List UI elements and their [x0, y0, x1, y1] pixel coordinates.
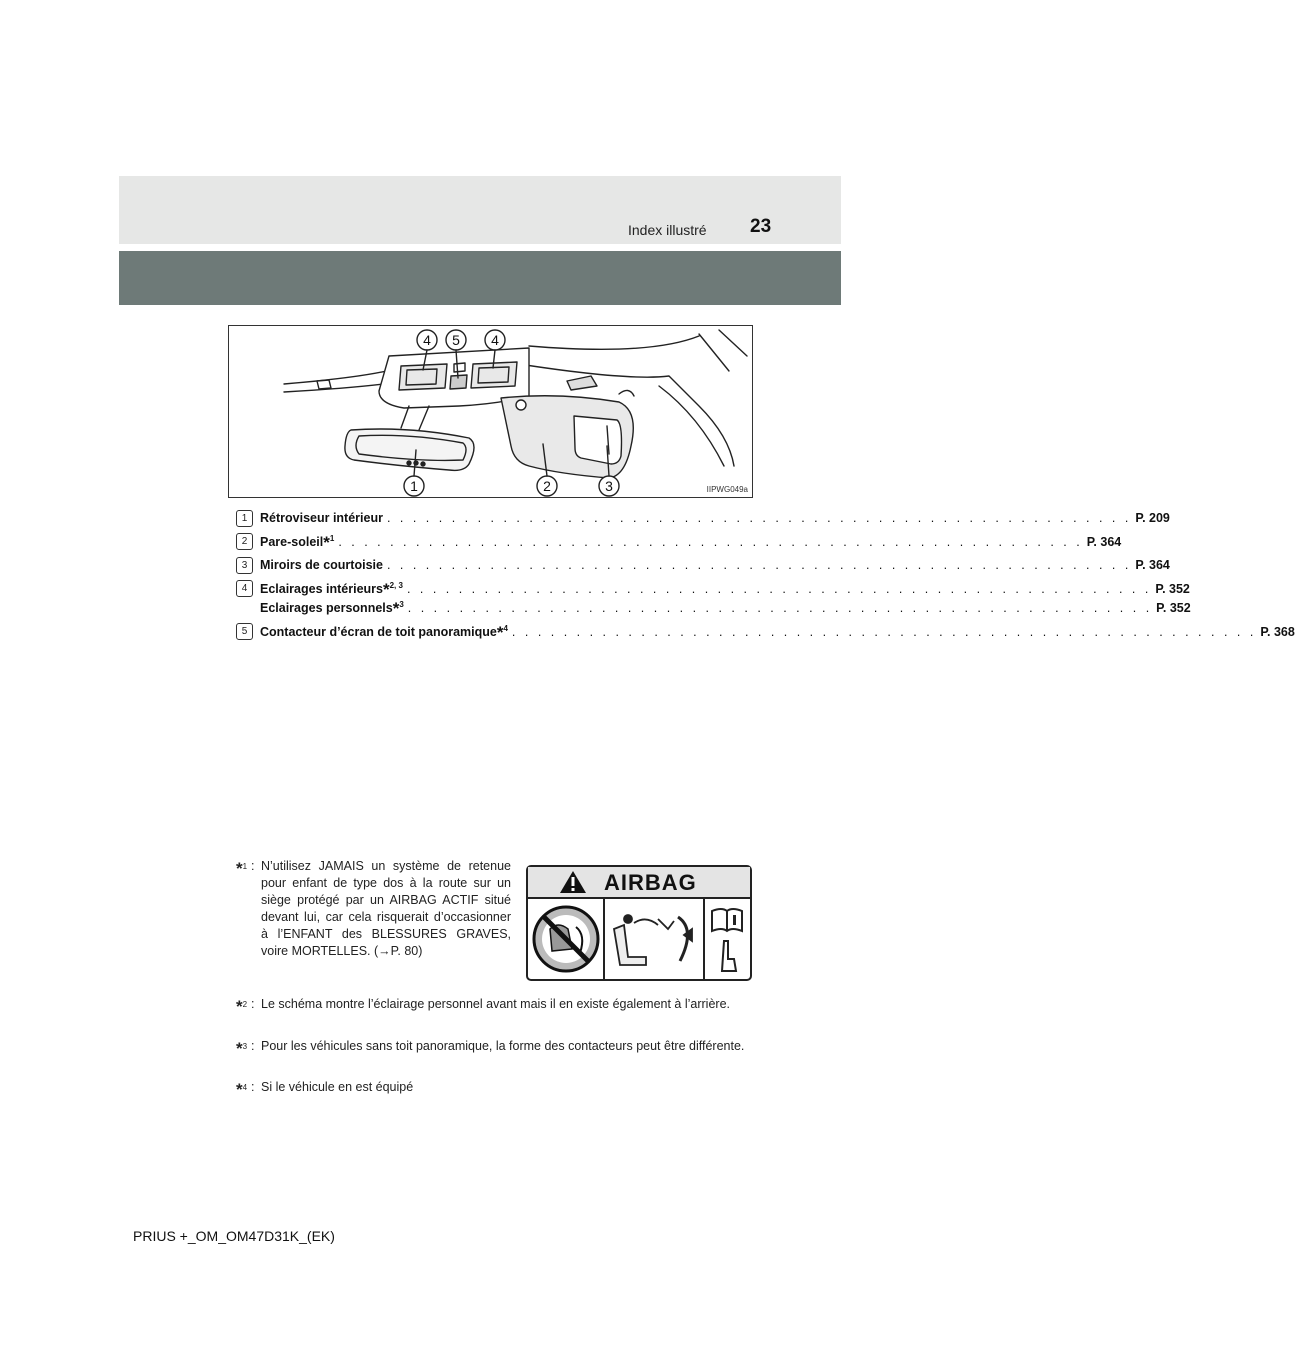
callout-3: 3: [605, 478, 613, 494]
leader-dots: . . . . . . . . . . . . . . . . . . . . . . . . . . . . . . . . . . . . . . . . . . . . . . . . . . . . . . . . . .: [511, 625, 1257, 640]
airbag-pictograms: [528, 899, 750, 979]
document-footer: PRIUS +_OM_OM47D31K_(EK): [133, 1228, 335, 1244]
airbag-label-header: [528, 867, 750, 899]
item-number: 4: [236, 580, 253, 597]
index-item-vanity-mirrors[interactable]: [236, 556, 1170, 576]
footnote-mark: *$^2$: [236, 997, 248, 1017]
header-dark-band: [119, 251, 841, 305]
footnote-1: *$^1$ : N’utilisez JAMAIS un système de retenue pour enfant de type dos à la route sur un siège protégé par un AIRBAG ACTIF situé devant lui, car cela risquerait d’occasionner à l’ENFANT des BLESSURES GRAVES, voire MORTELLES. (→P. 80): [236, 859, 511, 958]
no-rear-facing-seat-icon: [534, 907, 598, 971]
manual-book-icon: [712, 909, 742, 971]
item-label: Eclairages personnels*$^3$: [260, 599, 404, 619]
footnote-3: *$^3$ : Pour les véhicules sans toit panoramique, la forme des contacteurs peut être différente.: [236, 1038, 756, 1078]
footnote-star: *: [392, 599, 400, 619]
callout-5: 5: [452, 332, 460, 348]
item-page-ref[interactable]: P. 364: [1086, 535, 1122, 550]
index-item-interior-lights[interactable]: [236, 579, 1190, 600]
callout-4-left: 4: [423, 332, 431, 348]
footnote-star: *: [496, 623, 504, 643]
footnote-ref: 3: [399, 600, 404, 609]
item-label: Contacteur d’écran de toit panoramique*$^4$: [260, 623, 508, 643]
airbag-warning-label: [526, 865, 752, 981]
item-page-ref[interactable]: P. 352: [1155, 582, 1190, 597]
footnote-star: *: [323, 533, 330, 553]
footnote-star: *: [382, 580, 390, 600]
index-item-personal-lights[interactable]: [236, 598, 1191, 619]
leader-dots: . . . . . . . . . . . . . . . . . . . . . . . . . . . . . . . . . . . . . . . . . . . . . . . . . . . . . . . . . .: [386, 558, 1132, 572]
leader-dots: . . . . . . . . . . . . . . . . . . . . . . . . . . . . . . . . . . . . . . . . . . . . . . . . . . . . . . . . . .: [386, 511, 1132, 525]
footnote-ref: 1: [329, 534, 335, 543]
section-title: Index illustré: [628, 222, 707, 238]
leader-dots: . . . . . . . . . . . . . . . . . . . . . . . . . . . . . . . . . . . . . . . . . . . . . . . . . . . . . . . . . .: [407, 601, 1153, 616]
callout-2: 2: [543, 478, 551, 494]
airbag-label-body: [528, 899, 750, 979]
footnote-text: Pour les véhicules sans toit panoramique, la forme des contacteurs peut être différente.: [261, 1039, 745, 1053]
callout-4-right: 4: [491, 332, 499, 348]
item-number: 5: [236, 623, 253, 640]
footnote-text: Si le véhicule en est équipé: [261, 1080, 414, 1094]
footnote-ref: 4: [503, 624, 508, 633]
footnote-mark: *$^4$: [236, 1080, 248, 1100]
header-band: [119, 176, 841, 244]
item-page-ref[interactable]: P. 364: [1135, 558, 1170, 572]
item-label: Miroirs de courtoisie: [260, 558, 383, 572]
page-number: 23: [750, 216, 772, 237]
footnote-4: *$^4$ : Si le véhicule en est équipé: [236, 1080, 414, 1100]
item-number: 3: [236, 557, 253, 574]
airbag-title: AIRBAG: [604, 870, 697, 895]
index-item-panoramic-roof-switch[interactable]: [236, 622, 1295, 643]
item-number: 1: [236, 510, 253, 527]
leader-dots: . . . . . . . . . . . . . . . . . . . . . . . . . . . . . . . . . . . . . . . . . . . . . . . . . . . . . . . . . .: [338, 535, 1083, 550]
footnote-mark: *$^3$: [236, 1039, 248, 1059]
item-page-ref[interactable]: P. 368: [1260, 625, 1295, 640]
item-page-ref[interactable]: P. 209: [1135, 511, 1170, 525]
footnote-text: Le schéma montre l’éclairage personnel avant mais il en existe également à l’arrière.: [261, 997, 730, 1011]
footnote-2: *$^2$ : Le schéma montre l’éclairage personnel avant mais il en existe également à l’arrière.: [236, 996, 756, 1036]
leader-dots: . . . . . . . . . . . . . . . . . . . . . . . . . . . . . . . . . . . . . . . . . . . . . . . . . . . . . . . . . .: [406, 582, 1152, 597]
item-number: 2: [236, 533, 253, 550]
index-item-interior-mirror[interactable]: [236, 509, 1170, 529]
item-label: Pare-soleil*$^1$: [260, 533, 335, 553]
overhead-console-illustration: [228, 325, 753, 498]
item-page-ref[interactable]: P. 352: [1156, 601, 1191, 616]
warning-triangle-icon: [558, 869, 588, 895]
item-label: Eclairages intérieurs*$^{2, 3}$: [260, 580, 403, 600]
footnote-mark: *$^1$: [236, 859, 248, 879]
callout-1: 1: [410, 478, 418, 494]
figure-code: IIPWG049a: [706, 485, 748, 494]
seat-airbag-icon: [614, 915, 692, 965]
footnote-ref: 2, 3: [389, 581, 403, 590]
item-label: Rétroviseur intérieur: [260, 511, 383, 525]
overhead-console-drawing: [229, 326, 752, 497]
index-item-sun-visor[interactable]: [236, 532, 1122, 553]
footnote-text: N’utilisez JAMAIS un système de retenue pour enfant de type dos à la route sur un siège protégé par un AIRBAG ACTIF situé devant lui, car cela risquerait d’occasionner à l’ENFANT des BLESSURES GRAVES, voire MORTELLES. (→P. 80): [261, 859, 511, 958]
